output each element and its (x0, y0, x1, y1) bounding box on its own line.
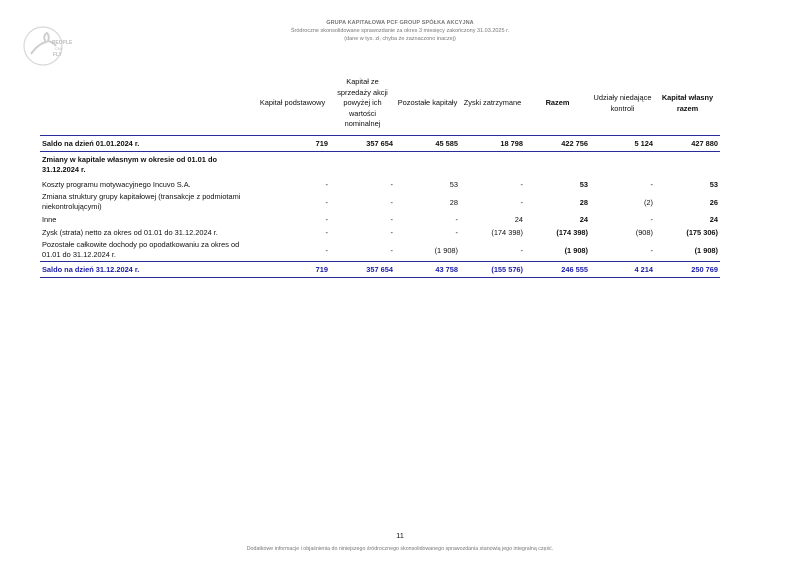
document-header (0, 20, 800, 42)
cell: 719 (255, 136, 330, 152)
col-header-kapital-podstawowy: Kapitał podstawowy (255, 72, 330, 136)
cell: 5 124 (590, 136, 655, 152)
cell: (155 576) (460, 262, 525, 278)
table-row-saldo-close (40, 262, 720, 278)
cell: - (650, 245, 653, 255)
table-row-struktura (40, 191, 720, 213)
cell: (1 908) (564, 245, 588, 255)
cell: - (520, 180, 523, 189)
table-header-row (40, 72, 720, 136)
cell: - (325, 228, 328, 237)
table-row-inne (40, 213, 720, 226)
cell: 250 769 (655, 262, 720, 278)
cell: 53 (709, 180, 718, 189)
logo-text-bottom: FLY (53, 52, 62, 58)
cell: 719 (255, 262, 330, 278)
cell: - (325, 197, 328, 207)
cell: (908) (635, 228, 653, 237)
logo-text-top: PEOPLE (52, 40, 73, 46)
section-label: Zmiany w kapitale własnym w okresie od 01.01 do 31.12.2024 r. (42, 155, 217, 174)
units-note: (dane w tys. zł, chyba że zaznaczono inaczej) (344, 36, 456, 42)
cell: 18 798 (460, 136, 525, 152)
report-title: Śródroczne skonsolidowane sprawozdanie za okres 3 miesięcy zakończony 31.03.2025 r. (290, 28, 510, 34)
cell: - (390, 215, 393, 224)
cell: - (390, 245, 393, 255)
table-row-incuvo (40, 178, 720, 191)
cell: 45 585 (395, 136, 460, 152)
logo-text-mid: CAN (55, 47, 63, 51)
header-label-cell (40, 72, 255, 136)
table-row-section (40, 152, 720, 179)
cell: 24 (579, 215, 588, 224)
row-label: Zmiana struktury grupy kapitałowej (transakcje z podmiotami niekontrolującymi) (42, 192, 241, 211)
col-header-kapital-wlasny-razem: Kapitał własny razem (655, 72, 720, 136)
cell: - (520, 197, 523, 207)
cell: 53 (449, 180, 458, 189)
cell: 357 654 (330, 136, 395, 152)
section-spacer (255, 152, 720, 179)
table-row-saldo-open (40, 136, 720, 152)
cell: 246 555 (525, 262, 590, 278)
cell: 4 214 (590, 262, 655, 278)
cell: - (650, 215, 653, 224)
row-label: Koszty programu motywacyjnego Incuvo S.A. (42, 179, 191, 189)
col-header-pozostale-kapitaly: Pozostałe kapitały (395, 72, 460, 136)
table-row-zysk (40, 226, 720, 239)
row-label: Pozostałe całkowite dochody po opodatkowaniu za okres od 01.01 do 31.12.2024 r. (42, 240, 240, 259)
cell: (174 398) (491, 228, 523, 237)
cell: (174 398) (556, 228, 588, 237)
company-name: GRUPA KAPITAŁOWA PCF GROUP SPÓŁKA AKCYJNA (326, 20, 474, 26)
cell: - (390, 180, 393, 189)
cell: - (455, 228, 458, 237)
cell: (1 908) (694, 245, 718, 255)
col-header-udzialy-niekontrolujace: Udziały niedające kontroli (590, 72, 655, 136)
cell: - (520, 245, 523, 255)
col-header-razem: Razem (525, 72, 590, 136)
page-number: 11 (396, 531, 404, 540)
table-row-pozostale-dochody (40, 239, 720, 262)
cell: (1 908) (434, 245, 458, 255)
cell: 28 (449, 197, 458, 207)
cell: - (325, 180, 328, 189)
cell: 53 (579, 180, 588, 189)
cell: - (455, 215, 458, 224)
cell: - (325, 215, 328, 224)
row-label: Zysk (strata) netto za okres od 01.01 do 31.12.2024 r. (42, 227, 218, 237)
footer-note: Dodatkowe informacje i objaśnienia do niniejszego śródrocznego skonsolidowanego sprawozdania stanowią jego integralną część. (246, 546, 554, 552)
cell: 43 758 (395, 262, 460, 278)
cell: 422 756 (525, 136, 590, 152)
cell: 26 (709, 197, 718, 207)
cell: 28 (579, 197, 588, 207)
row-label: Saldo na dzień 01.01.2024 r. (40, 136, 255, 152)
col-header-zyski-zatrzymane: Zyski zatrzymane (460, 72, 525, 136)
cell: (175 306) (686, 228, 718, 237)
cell: (2) (643, 197, 653, 207)
cell: - (650, 180, 653, 189)
cell: 357 654 (330, 262, 395, 278)
cell: - (325, 245, 328, 255)
cell: 24 (709, 215, 718, 224)
equity-changes-table (40, 72, 720, 278)
row-label: Inne (42, 214, 57, 224)
col-header-kapital-ze-sprzedazy: Kapitał ze sprzedaży akcji powyżej ich wartości nominalnej (330, 72, 395, 136)
cell: - (390, 197, 393, 207)
cell: 24 (514, 215, 523, 224)
cell: 427 880 (655, 136, 720, 152)
cell: - (390, 228, 393, 237)
row-label: Saldo na dzień 31.12.2024 r. (40, 262, 255, 278)
